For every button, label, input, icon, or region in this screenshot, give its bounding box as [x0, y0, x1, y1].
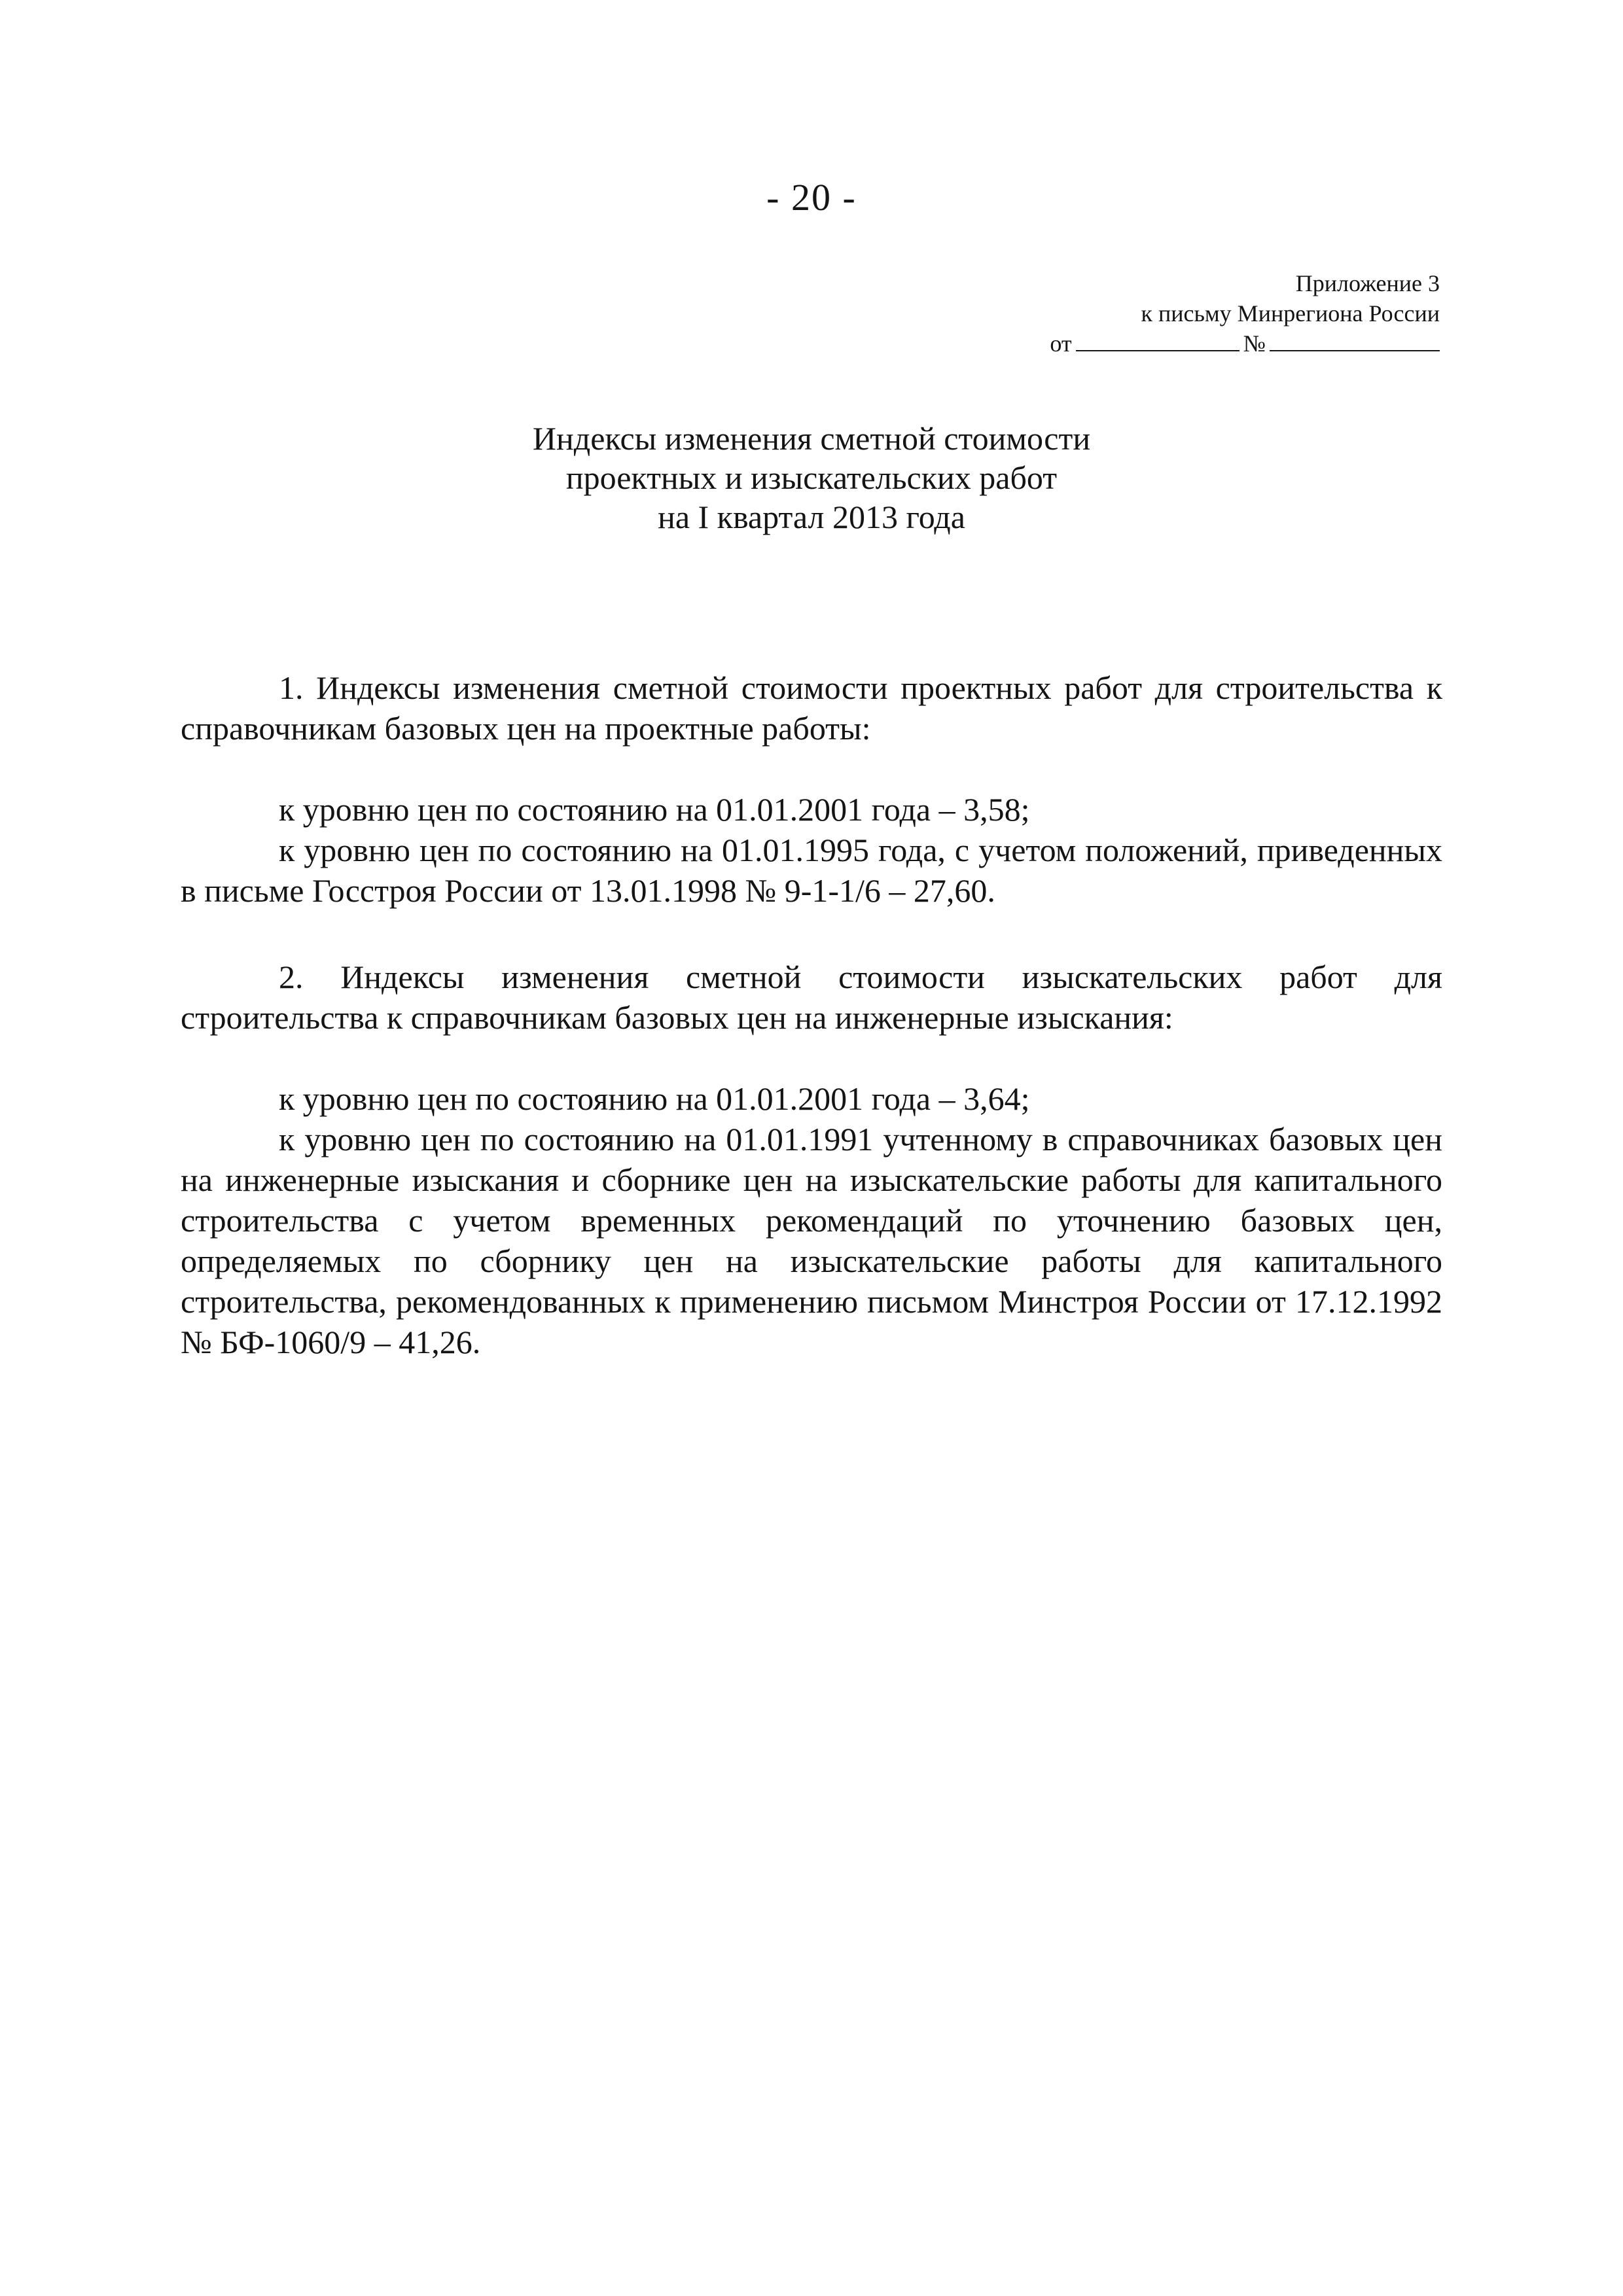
title-line: проектных и изыскательских работ — [565, 459, 1058, 496]
section-1-item-2: к уровню цен по состоянию на 01.01.1995 года, с учетом положений, приведенных в письме Госстроя России от 13.01.1998 № 9-1-1/6 – 27,60. — [181, 832, 1442, 909]
from-label: от — [1050, 330, 1072, 357]
appendix-header — [1021, 268, 1440, 359]
section-2-paragraph: 2. Индексы изменения сметной стоимости изыскательских работ для строительства к справочникам базовых цен на инженерные изыскания: — [181, 959, 1442, 1036]
appendix-subtitle: к письму Минрегиона России — [1141, 300, 1440, 327]
document-title — [0, 419, 1623, 537]
section-1-paragraph: 1. Индексы изменения сметной стоимости проектных работ для строительства к справочникам базовых цен на проектные работы: — [181, 669, 1442, 747]
appendix-date-number-line — [1021, 328, 1440, 359]
section-2 — [181, 957, 1442, 1362]
appendix-title: Приложение 3 — [1295, 270, 1440, 296]
number-label: № — [1243, 330, 1266, 357]
page-number: - 20 - — [766, 176, 857, 219]
spacer — [181, 1038, 1442, 1078]
number-blank-line — [1270, 330, 1440, 351]
title-line: на I квартал 2013 года — [658, 499, 965, 535]
section-2-item-2: к уровню цен по состоянию на 01.01.1991 учтенному в справочниках базовых цен на инженерные изыскания и сборнике цен на изыскательские работы для капитального строительства с учетом временных рекомендаций по уточнению базовых цен, определяемых по сборнику цен на изыскательские работы для капитального строительства, рекомендованных к применению письмом Минстроя России от 17.12.1992 № БФ-1060/9 – 41,26. — [181, 1121, 1442, 1360]
section-1 — [181, 667, 1442, 911]
spacer — [181, 749, 1442, 789]
date-blank-line — [1076, 330, 1240, 351]
section-1-item-1: к уровню цен по состоянию на 01.01.2001 года – 3,58; — [279, 791, 1030, 828]
section-2-item-1: к уровню цен по состоянию на 01.01.2001 года – 3,64; — [279, 1080, 1030, 1117]
title-line: Индексы изменения сметной стоимости — [532, 420, 1091, 457]
